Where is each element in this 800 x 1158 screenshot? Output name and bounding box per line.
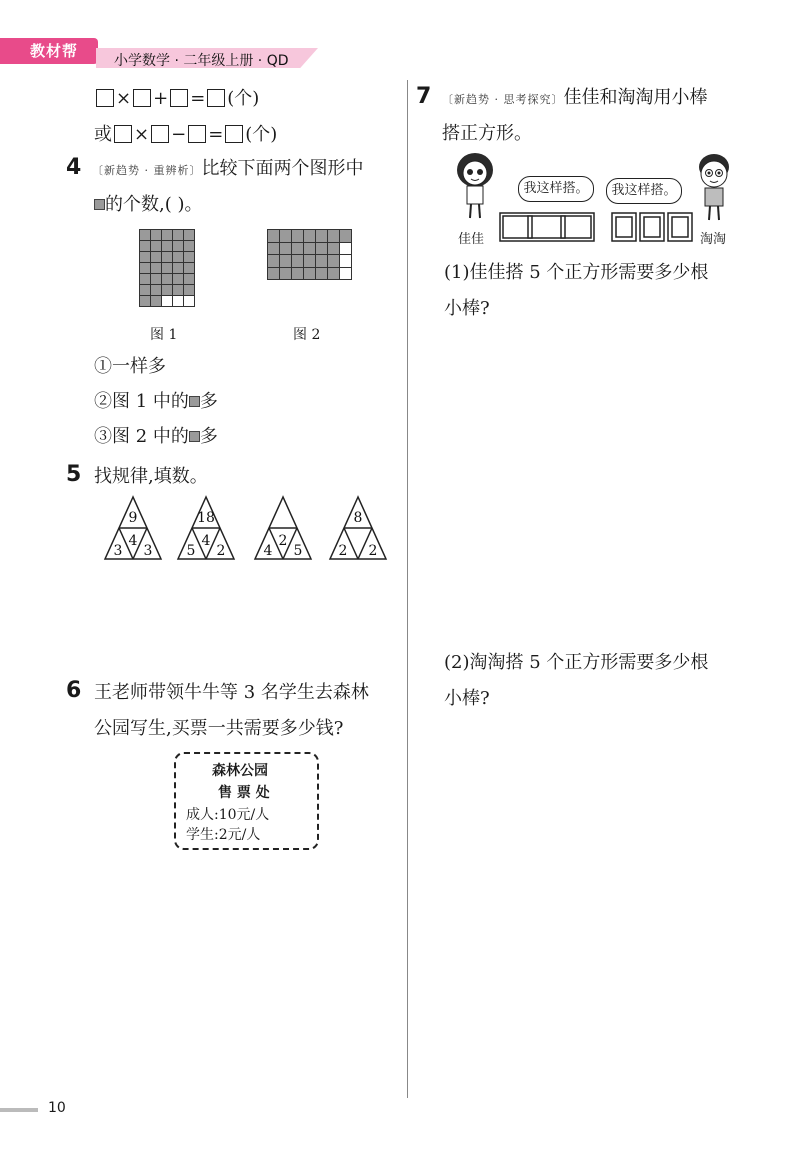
name-right: 淘淘 <box>700 232 727 247</box>
answer-box[interactable] <box>207 89 225 107</box>
figure-1-caption: 图 1 <box>150 327 178 343</box>
option-suffix: 多 <box>199 391 218 412</box>
grid-cell <box>280 255 292 268</box>
header-title: 小学数学 · 二年级上册 · QD <box>114 53 289 69</box>
q4-number: 4 <box>66 155 82 180</box>
grid-cell <box>292 268 304 281</box>
grid-cell <box>184 230 195 241</box>
grid-cell <box>162 263 173 274</box>
q7-sub2-line1: (2)淘淘搭 5 个正方形需要多少根 <box>444 652 709 673</box>
jiajia-stick-squares <box>498 210 598 244</box>
q7-number: 7 <box>416 84 432 109</box>
grid-cell <box>328 255 340 268</box>
q4-tag: 〔新趋势 · 重辨析〕 <box>92 164 202 177</box>
q7-sub2-line2: 小棒? <box>444 688 490 709</box>
grid-cell <box>340 255 352 268</box>
grid-cell <box>151 285 162 296</box>
op-minus: − <box>171 124 187 145</box>
grid-cell <box>328 268 340 281</box>
q4-text2: 的个数,( )。 <box>105 194 203 215</box>
tri2-left: 5 <box>186 543 196 559</box>
q3-line1 <box>94 84 259 114</box>
grid-cell <box>162 296 173 307</box>
tri3-right: 5 <box>293 543 303 559</box>
grid-cell <box>140 241 151 252</box>
grid-cell <box>304 243 316 256</box>
grid-cell <box>280 268 292 281</box>
grid-cell <box>268 243 280 256</box>
tri4-left: 2 <box>338 543 348 559</box>
column-divider <box>407 80 408 1098</box>
q4-line1 <box>92 154 364 186</box>
q7-line1 <box>442 83 708 115</box>
grid-cell <box>162 274 173 285</box>
grid-cell <box>162 252 173 263</box>
ticket-student-price: 学生:2元/人 <box>186 827 261 843</box>
ticket-title: 森林公园 <box>212 763 268 779</box>
answer-box[interactable] <box>96 89 114 107</box>
page-bar <box>0 1108 38 1112</box>
grid-cell <box>151 274 162 285</box>
grid-cell <box>184 252 195 263</box>
q5-number: 5 <box>66 462 82 487</box>
tri2-right: 2 <box>216 543 226 559</box>
grid-cell <box>268 255 280 268</box>
grid-cell <box>140 230 151 241</box>
answer-box[interactable] <box>170 89 188 107</box>
grid-cell <box>184 296 195 307</box>
tri1-left: 3 <box>113 543 123 559</box>
triangle-3 <box>255 497 311 559</box>
grid-cell <box>316 268 328 281</box>
grid-cell <box>162 241 173 252</box>
girl-illustration-icon <box>450 150 500 220</box>
q6-line2: 公园写生,买票一共需要多少钱? <box>94 718 344 739</box>
header-brand: 教材帮 <box>30 42 79 60</box>
answer-box[interactable] <box>225 125 243 143</box>
page-number: 10 <box>48 1100 66 1116</box>
tri1-center: 4 <box>128 533 138 549</box>
grid-cell <box>292 230 304 243</box>
option-2-text: ②图 1 中的 <box>94 391 189 412</box>
tri2-center: 4 <box>201 533 211 549</box>
grid-cell <box>162 230 173 241</box>
speech-bubble-left: 我这样搭。 <box>518 176 594 202</box>
option-3-text: ③图 2 中的 <box>94 426 189 447</box>
q6-number: 6 <box>66 678 82 703</box>
op-times: × <box>134 124 150 145</box>
q7-sub1-line2: 小棒? <box>444 298 490 319</box>
gray-square-icon <box>189 431 200 442</box>
tri4-right: 2 <box>368 543 378 559</box>
triangle-2 <box>178 497 234 559</box>
grid-cell <box>340 230 352 243</box>
q7-tag: 〔新趋势 · 思考探究〕 <box>442 93 564 106</box>
tri1-right: 3 <box>143 543 153 559</box>
grid-cell <box>184 285 195 296</box>
grid-cell <box>151 263 162 274</box>
gray-square-icon <box>94 199 105 210</box>
boy-illustration-icon <box>692 150 737 222</box>
grid-cell <box>268 268 280 281</box>
grid-cell <box>292 243 304 256</box>
q7-sub1-line1: (1)佳佳搭 5 个正方形需要多少根 <box>444 262 709 283</box>
or-label: 或 <box>94 124 112 145</box>
triangle-1 <box>105 497 161 559</box>
grid-cell <box>184 241 195 252</box>
grid-cell <box>184 274 195 285</box>
option-suffix: 多 <box>199 426 218 447</box>
grid-cell <box>173 252 184 263</box>
grid-cell <box>140 252 151 263</box>
op-times: × <box>116 88 132 109</box>
unit-label: (个) <box>245 124 278 145</box>
tri3-center: 2 <box>278 533 288 549</box>
grid-cell <box>304 268 316 281</box>
grid-cell <box>304 230 316 243</box>
grid-cell <box>292 255 304 268</box>
q7-text1: 佳佳和淘淘用小棒 <box>563 87 708 108</box>
answer-box[interactable] <box>114 125 132 143</box>
ticket-adult-price: 成人:10元/人 <box>186 807 270 823</box>
op-equals: = <box>190 88 206 109</box>
number-triangles <box>100 495 395 565</box>
q4-text1: 比较下面两个图形中 <box>201 158 364 179</box>
ticket-subtitle: 售 票 处 <box>218 785 270 801</box>
grid-cell <box>328 230 340 243</box>
grid-cell <box>173 274 184 285</box>
figure-1-grid <box>139 229 195 307</box>
taotao-stick-squares <box>610 210 694 244</box>
q7-line2: 搭正方形。 <box>442 123 532 144</box>
gray-square-icon <box>189 396 200 407</box>
grid-cell <box>173 285 184 296</box>
op-equals: = <box>208 124 224 145</box>
grid-cell <box>184 263 195 274</box>
grid-cell <box>151 230 162 241</box>
q4-option-2[interactable] <box>94 387 218 417</box>
tri3-left: 4 <box>263 543 273 559</box>
grid-cell <box>304 255 316 268</box>
tri2-top: 18 <box>197 510 215 526</box>
grid-cell <box>316 230 328 243</box>
speech-bubble-right: 我这样搭。 <box>606 178 682 204</box>
grid-cell <box>140 296 151 307</box>
grid-cell <box>151 296 162 307</box>
grid-cell <box>162 285 173 296</box>
answer-box[interactable] <box>133 89 151 107</box>
grid-cell <box>316 255 328 268</box>
grid-cell <box>140 263 151 274</box>
q4-option-3[interactable] <box>94 422 218 452</box>
grid-cell <box>151 252 162 263</box>
q4-option-1[interactable]: ①一样多 <box>94 356 166 377</box>
grid-cell <box>173 230 184 241</box>
grid-cell <box>173 263 184 274</box>
grid-cell <box>340 268 352 281</box>
grid-cell <box>280 243 292 256</box>
grid-cell <box>151 241 162 252</box>
tri1-top: 9 <box>128 510 138 526</box>
tri4-top: 8 <box>353 510 363 526</box>
q6-line1: 王老师带领牛牛等 3 名学生去森林 <box>94 682 369 703</box>
figure-2-grid <box>267 229 352 280</box>
name-left: 佳佳 <box>458 232 485 247</box>
q4-line2 <box>94 190 203 220</box>
unit-label: (个) <box>227 88 260 109</box>
op-plus: + <box>153 88 169 109</box>
q5-text: 找规律,填数。 <box>94 466 208 487</box>
ticket-sign <box>174 752 319 850</box>
grid-cell <box>140 285 151 296</box>
grid-cell <box>140 274 151 285</box>
grid-cell <box>280 230 292 243</box>
grid-cell <box>268 230 280 243</box>
grid-cell <box>173 241 184 252</box>
grid-cell <box>173 296 184 307</box>
figure-2-caption: 图 2 <box>293 327 321 343</box>
answer-box[interactable] <box>188 125 206 143</box>
grid-cell <box>316 243 328 256</box>
grid-cell <box>340 243 352 256</box>
answer-box[interactable] <box>151 125 169 143</box>
grid-cell <box>328 243 340 256</box>
triangle-4 <box>330 497 386 559</box>
q3-line2 <box>94 120 277 150</box>
